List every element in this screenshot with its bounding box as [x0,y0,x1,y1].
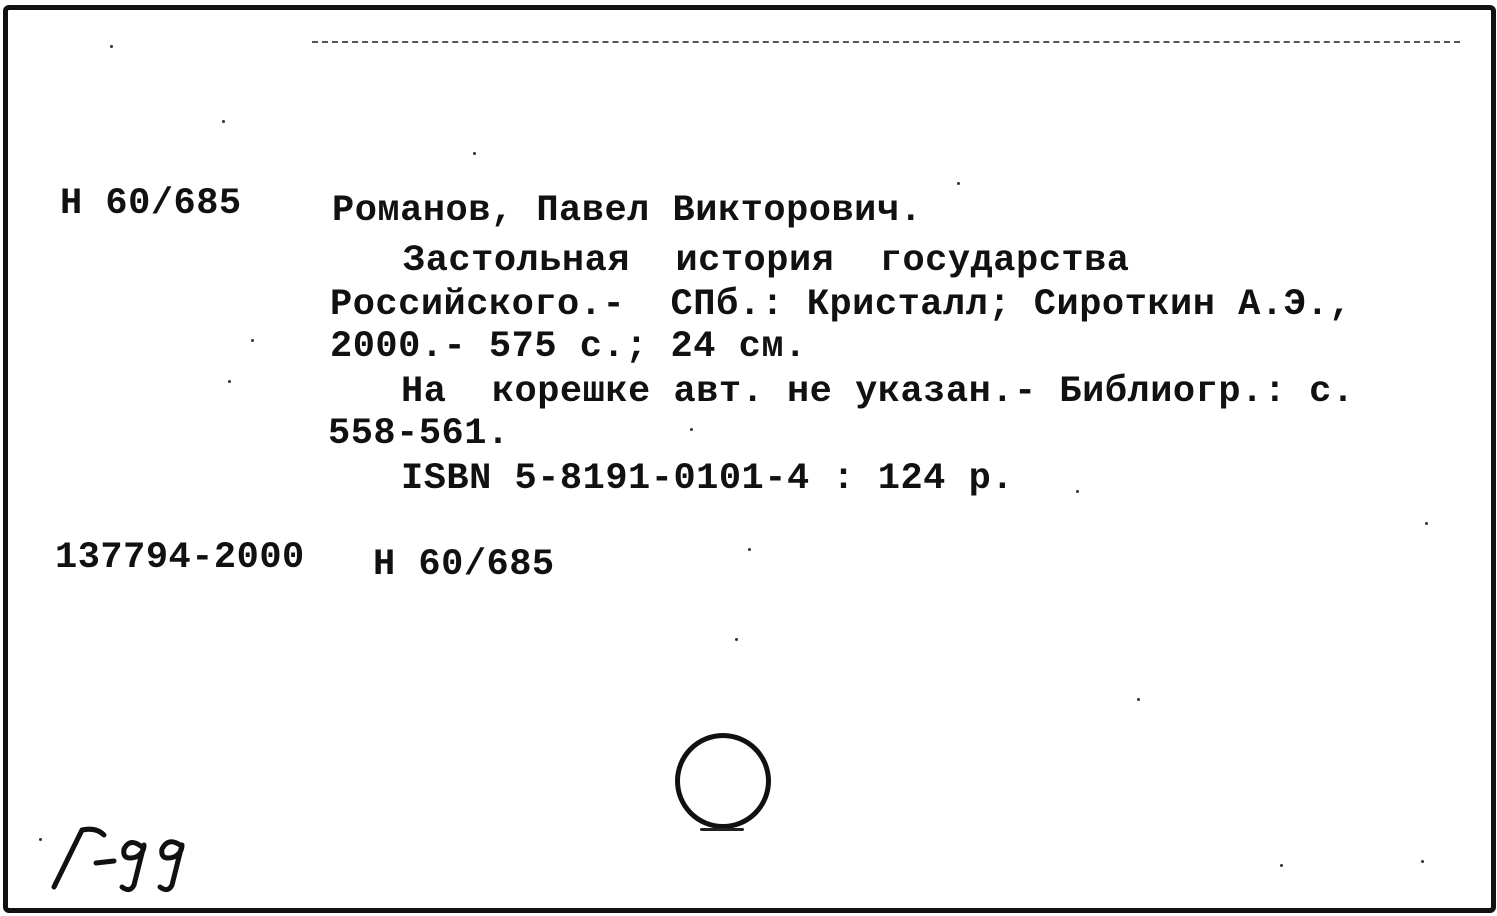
paper-speck [1425,522,1428,525]
paper-speck [39,838,42,841]
paper-speck [1421,860,1424,863]
note-line-1: На корешке авт. не указан.- Библиогр.: с. [401,371,1355,413]
paper-speck [222,120,225,123]
shelf-mark: Н 60/685 [373,544,555,586]
paper-speck [251,339,254,342]
circle-stamp [675,733,771,829]
paper-speck [1137,698,1140,701]
paper-speck [473,152,476,155]
note-line-2: 558-561. [328,413,510,455]
inventory-number: 137794-2000 [55,537,305,579]
title-line-2: Российского.- СПб.: Кристалл; Сироткин А.Э., [330,284,1352,326]
paper-speck [1076,490,1079,493]
top-dashed-rule [312,41,1460,43]
stamp-underline [700,828,744,831]
handwritten-mark [44,815,214,895]
title-line-3: 2000.- 575 с.; 24 см. [330,326,807,368]
paper-speck [1280,864,1283,867]
paper-speck [110,45,113,48]
paper-speck [228,380,231,383]
call-number: Н 60/685 [60,183,242,225]
paper-speck [957,182,960,185]
isbn-price-line: ISBN 5-8191-0101-4 : 124 р. [401,458,1014,500]
title-line-1: Застольная история государства [403,240,1130,282]
author-heading: Романов, Павел Викторович. [332,190,923,232]
paper-speck [748,548,751,551]
paper-speck [735,638,738,641]
paper-speck [690,428,693,431]
